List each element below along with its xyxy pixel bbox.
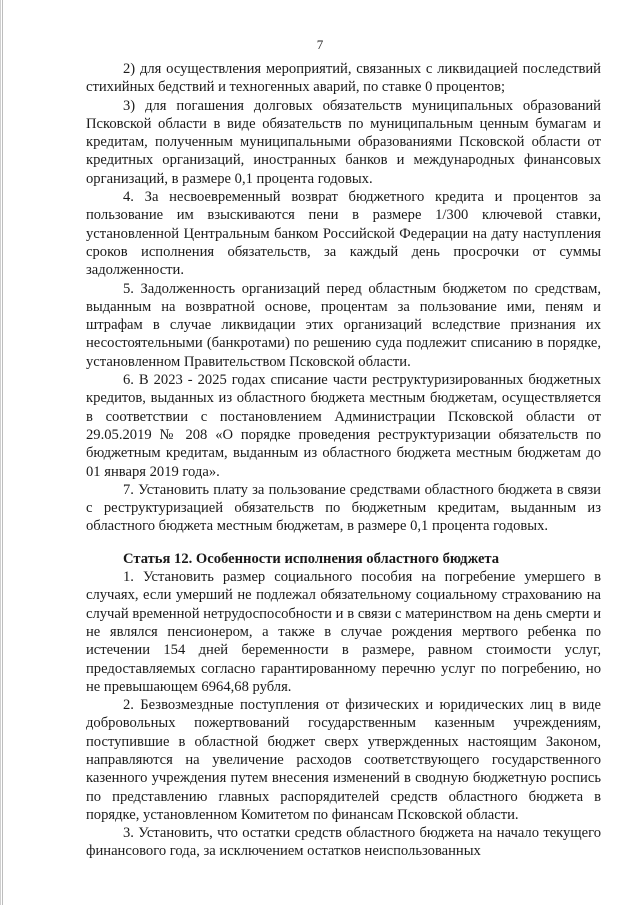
paragraph-4: 4. За несвоевременный возврат бюджетного кредита и процентов за пользование им взыскиваются пени в размере 1/300 ключевой ставки, установленной Центральным банком Российской Федерации на дату наступления сроков исполнения обязательств, за каждый день просрочки от суммы задолженности.: [86, 189, 601, 279]
article-12-paragraph-2: 2. Безвозмездные поступления от физических и юридических лиц в виде добровольных пожертвований государственным казенным учреждениям, поступившие в областной бюджет сверх утвержденных настоящим Законом, направляются на увеличение расходов соответствующего государственного казенного учреждения путем внесения изменений в сводную бюджетную роспись по представлению главных распорядителей средств областного бюджета в порядке, установленном Комитетом по финансам Псковской области.: [86, 697, 601, 823]
paragraph-7: 7. Установить плату за пользование средствами областного бюджета в связи с реструктуризацией обязательств по бюджетным кредитам, выданным из областного бюджета местным бюджетам, в размере 0,1 процента годовых.: [86, 481, 601, 535]
document-body: [86, 60, 601, 861]
paragraph-5: 5. Задолженность организаций перед областным бюджетом по средствам, выданным на возвратной основе, процентам за пользование ими, пеням и штрафам в случае ликвидации этих организаций вследствие признания их несостоятельными (банкротами) по решению суда подлежит списанию в порядке, установленном Правительством Псковской области.: [86, 280, 601, 370]
scan-edge: [2, 0, 3, 905]
article-heading: Статья 12. Особенности исполнения областного бюджета: [123, 550, 500, 567]
page-number: 7: [316, 37, 324, 52]
article-12-paragraph-3: 3. Установить, что остатки средств областного бюджета на начало текущего финансового года, за исключением остатков неиспользованных: [86, 825, 601, 860]
article-12-paragraph-1: 1. Установить размер социального пособия на погребение умершего в случаях, если умерший не подлежал обязательному социальному страхованию на случай временной нетрудоспособности и в связи с материнством на день смерти и не являлся пенсионером, а также в случае рождения мертвого ребенка по истечении 154 дней беременности в размере, равном стоимости услуг, предоставляемых согласно гарантированному перечню услуг по погребению, но не превышающем 6964,68 рубля.: [86, 569, 601, 695]
paragraph-2-item-2: 2) для осуществления мероприятий, связанных с ликвидацией последствий стихийных бедствий и техногенных аварий, по ставке 0 процентов;: [86, 61, 601, 96]
paragraph-6: 6. В 2023 - 2025 годах списание части реструктуризированных бюджетных кредитов, выданных из областного бюджета местным бюджетам, осуществляется в соответствии с постановлением Администрации Псковской области от 29.05.2019 № 208 «О порядке проведения реструктуризации обязательств по бюджетным кредитам, выданным из областного бюджета местным бюджетам до 01 января 2019 года».: [86, 372, 601, 480]
paragraph-2-item-3: 3) для погашения долговых обязательств муниципальных образований Псковской области в виде обязательств по муниципальным ценным бумагам и кредитам, полученным муниципальными образованиями Псковской области от кредитных организаций, иностранных банков и международных финансовых организаций, в размере 0,1 процента годовых.: [86, 97, 601, 187]
